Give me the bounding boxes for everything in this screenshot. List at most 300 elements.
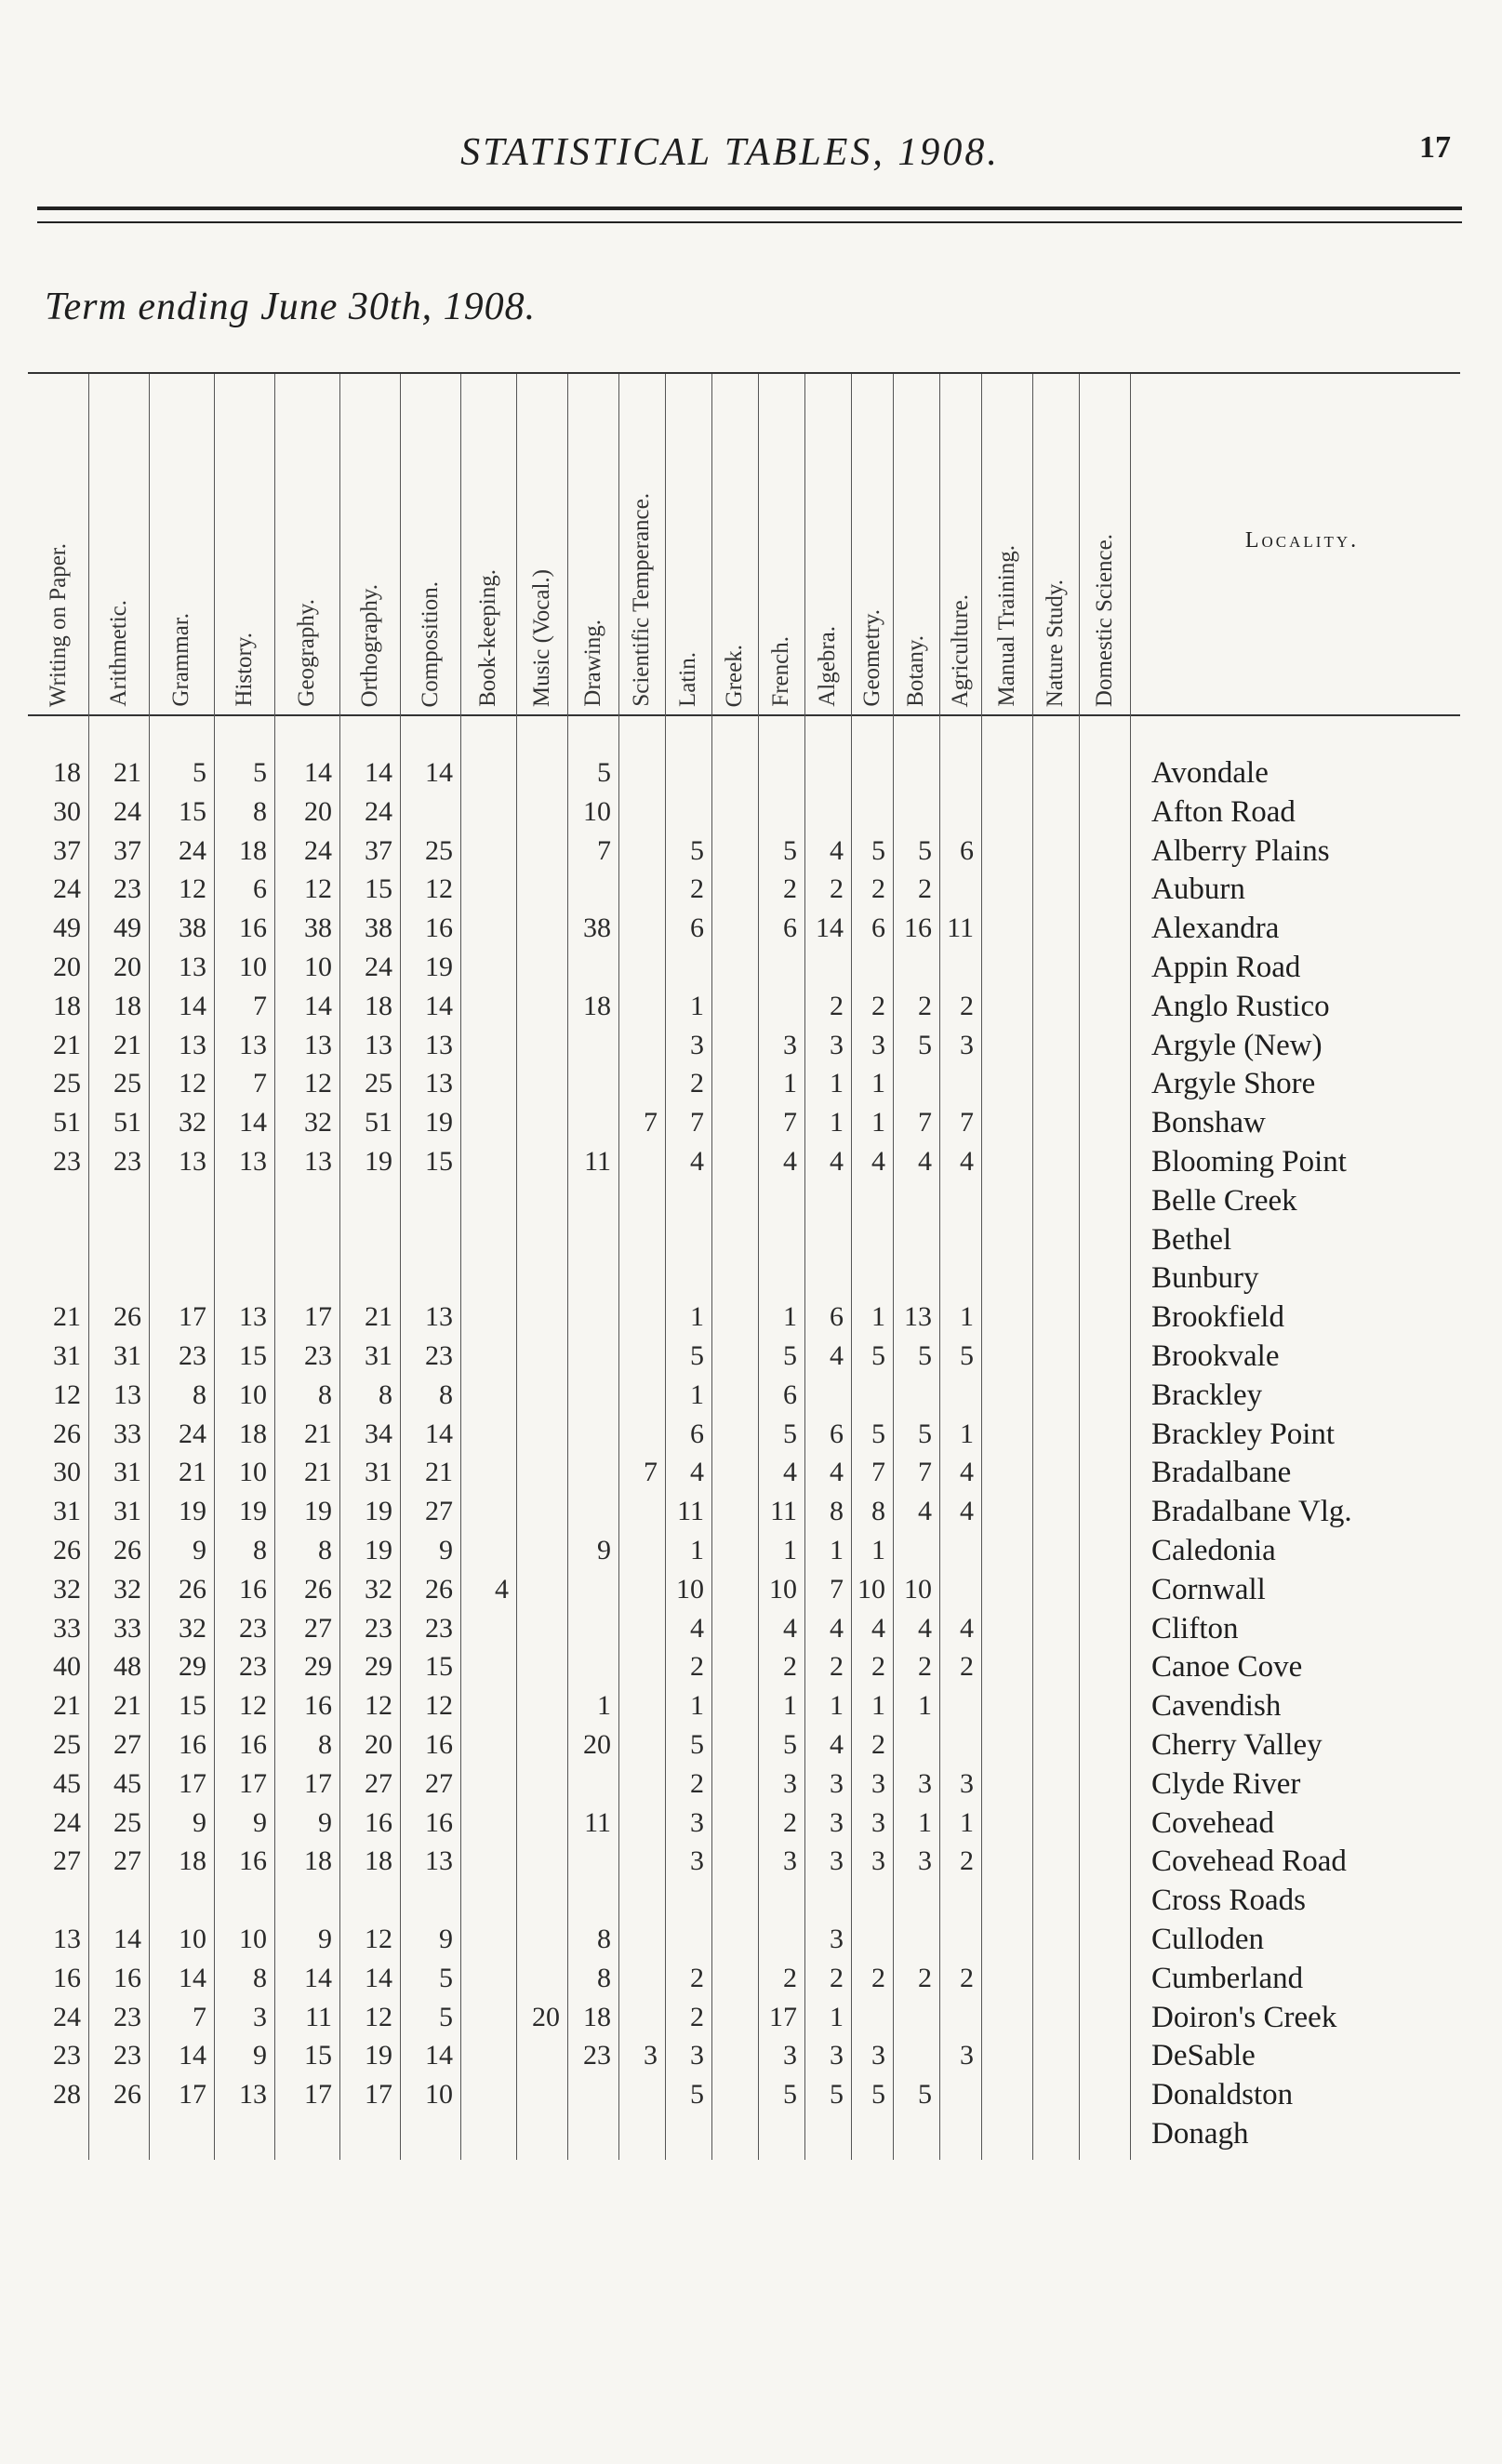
locality-name: Alexandra (1151, 912, 1280, 945)
cell-domestic-science (1079, 909, 1123, 948)
table-row (0, 2075, 1502, 2114)
cell-arithmetic: 14 (113, 1924, 141, 1954)
cell-history (214, 1881, 267, 1920)
cell-book-keeping (460, 1181, 509, 1220)
column-header-label: Latin. (675, 651, 700, 707)
cell-greek (711, 792, 751, 832)
cell-music-vocal (516, 1453, 560, 1492)
cell-nature-study (1032, 1259, 1071, 1298)
cell-domestic-science (1079, 1142, 1123, 1181)
cell-french: 1 (783, 1301, 797, 1332)
cell-geometry: 5 (871, 2079, 885, 2110)
cell-writing-on-paper: 23 (53, 1146, 81, 1177)
cell-botany (893, 948, 932, 987)
cell-agriculture (939, 2114, 974, 2153)
column-header-label: History. (231, 633, 257, 707)
cell-domestic-science (1079, 1959, 1123, 1998)
table-row (0, 870, 1502, 909)
cell-history: 13 (239, 2079, 267, 2110)
cell-composition: 23 (425, 1613, 453, 1644)
table-row (0, 753, 1502, 792)
cell-arithmetic (88, 1181, 141, 1220)
cell-book-keeping (460, 2114, 509, 2153)
cell-geography: 20 (304, 796, 332, 827)
cell-manual-training (981, 2114, 1025, 2153)
locality-name: Clifton (1151, 1612, 1239, 1645)
cell-arithmetic (88, 2114, 141, 2153)
cell-music-vocal (516, 1142, 560, 1181)
cell-music-vocal (516, 1686, 560, 1725)
cell-latin: 2 (690, 1963, 704, 1993)
cell-latin: 1 (690, 991, 704, 1021)
cell-arithmetic: 23 (113, 2002, 141, 2032)
table-row (0, 1337, 1502, 1376)
cell-history: 13 (239, 1301, 267, 1332)
cell-geography: 14 (304, 757, 332, 788)
cell-grammar: 12 (179, 873, 206, 904)
cell-writing-on-paper: 27 (53, 1845, 81, 1876)
table-row (0, 1298, 1502, 1337)
cell-composition: 10 (425, 2079, 453, 2110)
cell-botany (893, 753, 932, 792)
cell-drawing: 5 (597, 757, 611, 788)
cell-arithmetic: 51 (113, 1107, 141, 1138)
cell-history: 23 (239, 1651, 267, 1682)
cell-geography (274, 1220, 332, 1259)
cell-grammar (149, 1220, 206, 1259)
cell-manual-training (981, 1804, 1025, 1843)
cell-french: 2 (783, 1807, 797, 1838)
cell-algebra (804, 1181, 844, 1220)
cell-latin: 2 (690, 2002, 704, 2032)
cell-agriculture: 1 (960, 1418, 974, 1449)
cell-drawing (567, 1181, 611, 1220)
cell-greek (711, 1259, 751, 1298)
locality-name: Caledonia (1151, 1534, 1276, 1567)
cell-book-keeping (460, 1804, 509, 1843)
column-header-manual-training (981, 381, 1032, 707)
locality-name: Cavendish (1151, 1689, 1282, 1723)
cell-algebra: 3 (830, 1807, 844, 1838)
table-row (0, 1686, 1502, 1725)
cell-greek (711, 1998, 751, 2037)
cell-domestic-science (1079, 1647, 1123, 1686)
cell-agriculture: 6 (960, 835, 974, 866)
cell-orthography (339, 1881, 392, 1920)
cell-arithmetic: 25 (113, 1068, 141, 1099)
cell-manual-training (981, 792, 1025, 832)
cell-geometry (851, 1181, 885, 1220)
cell-domestic-science (1079, 948, 1123, 987)
cell-greek (711, 1725, 751, 1765)
locality-name: Bethel (1151, 1223, 1232, 1257)
cell-drawing (567, 1492, 611, 1531)
cell-composition: 12 (425, 1690, 453, 1721)
cell-writing-on-paper: 51 (53, 1107, 81, 1138)
cell-greek (711, 1453, 751, 1492)
cell-history: 10 (239, 1924, 267, 1954)
cell-domestic-science (1079, 870, 1123, 909)
cell-history: 15 (239, 1340, 267, 1371)
cell-geography: 24 (304, 835, 332, 866)
cell-scientific-temperance (618, 1804, 658, 1843)
cell-composition: 15 (425, 1146, 453, 1177)
cell-greek (711, 1298, 751, 1337)
cell-orthography: 31 (365, 1340, 392, 1371)
cell-manual-training (981, 1725, 1025, 1765)
cell-writing-on-paper: 26 (53, 1535, 81, 1565)
cell-agriculture: 2 (960, 1845, 974, 1876)
cell-domestic-science (1079, 1881, 1123, 1920)
cell-drawing: 38 (583, 912, 611, 943)
cell-manual-training (981, 2075, 1025, 2114)
cell-book-keeping (460, 1298, 509, 1337)
column-header-label: Manual Training. (993, 545, 1019, 707)
cell-history: 9 (253, 2040, 267, 2071)
column-header-label: Algebra. (815, 626, 840, 707)
cell-writing-on-paper: 31 (53, 1496, 81, 1526)
cell-latin (665, 792, 704, 832)
table-row (0, 1842, 1502, 1881)
locality-name: Bradalbane Vlg. (1151, 1495, 1352, 1528)
cell-book-keeping (460, 870, 509, 909)
cell-agriculture (939, 1376, 974, 1415)
cell-grammar: 21 (179, 1457, 206, 1487)
cell-manual-training (981, 1842, 1025, 1881)
cell-latin: 7 (690, 1107, 704, 1138)
cell-geography: 26 (304, 1574, 332, 1605)
cell-geometry: 10 (857, 1574, 885, 1605)
cell-botany: 5 (918, 2079, 932, 2110)
table-row (0, 2036, 1502, 2075)
cell-history: 17 (239, 1768, 267, 1799)
column-header-french (758, 381, 804, 707)
cell-algebra: 6 (830, 1418, 844, 1449)
cell-greek (711, 1337, 751, 1376)
cell-geometry: 4 (871, 1146, 885, 1177)
cell-domestic-science (1079, 1376, 1123, 1415)
cell-composition: 16 (425, 1807, 453, 1838)
table-row (0, 1609, 1502, 1648)
cell-domestic-science (1079, 2075, 1123, 2114)
cell-agriculture: 3 (960, 1030, 974, 1060)
cell-arithmetic: 16 (113, 1963, 141, 1993)
cell-history (214, 2114, 267, 2153)
cell-latin (665, 1220, 704, 1259)
cell-nature-study (1032, 792, 1071, 832)
cell-writing-on-paper: 21 (53, 1301, 81, 1332)
cell-algebra: 2 (830, 1651, 844, 1682)
cell-writing-on-paper: 26 (53, 1418, 81, 1449)
cell-french: 3 (783, 2040, 797, 2071)
cell-agriculture (939, 753, 974, 792)
cell-geography: 8 (318, 1729, 332, 1760)
cell-drawing: 23 (583, 2040, 611, 2071)
cell-domestic-science (1079, 1220, 1123, 1259)
cell-book-keeping (460, 832, 509, 871)
cell-manual-training (981, 909, 1025, 948)
cell-latin: 3 (690, 1030, 704, 1060)
cell-french (758, 1181, 797, 1220)
cell-composition: 14 (425, 1418, 453, 1449)
cell-agriculture (939, 1998, 974, 2037)
table-row (0, 987, 1502, 1026)
cell-geometry: 5 (871, 1340, 885, 1371)
cell-history: 6 (253, 873, 267, 904)
cell-botany: 3 (918, 1768, 932, 1799)
locality-name: Brackley (1151, 1379, 1263, 1412)
cell-french: 3 (783, 1845, 797, 1876)
cell-composition: 15 (425, 1651, 453, 1682)
column-header-label: Book-keeping. (475, 569, 500, 707)
locality-name: Doiron's Creek (1151, 2001, 1337, 2034)
table-row (0, 1531, 1502, 1570)
cell-book-keeping (460, 1881, 509, 1920)
cell-scientific-temperance (618, 1259, 658, 1298)
cell-latin: 2 (690, 1651, 704, 1682)
cell-composition: 14 (425, 757, 453, 788)
locality-name: Alberry Plains (1151, 834, 1330, 868)
table-row (0, 1725, 1502, 1765)
cell-greek (711, 1804, 751, 1843)
cell-algebra: 14 (816, 912, 844, 943)
cell-botany (893, 792, 932, 832)
cell-geometry (851, 1998, 885, 2037)
cell-french: 6 (783, 1379, 797, 1410)
cell-composition (400, 792, 453, 832)
cell-geography: 17 (304, 1301, 332, 1332)
cell-grammar: 17 (179, 2079, 206, 2110)
cell-writing-on-paper: 18 (53, 757, 81, 788)
cell-music-vocal (516, 1959, 560, 1998)
cell-greek (711, 1959, 751, 1998)
cell-french (758, 1259, 797, 1298)
cell-composition (400, 1881, 453, 1920)
cell-domestic-science (1079, 1453, 1123, 1492)
cell-orthography: 20 (365, 1729, 392, 1760)
cell-grammar: 23 (179, 1340, 206, 1371)
cell-writing-on-paper: 24 (53, 873, 81, 904)
cell-music-vocal (516, 1492, 560, 1531)
cell-arithmetic: 45 (113, 1768, 141, 1799)
cell-latin: 1 (690, 1301, 704, 1332)
column-header-label: Agriculture. (947, 593, 973, 707)
cell-algebra: 4 (830, 835, 844, 866)
cell-agriculture (939, 1531, 974, 1570)
cell-algebra: 3 (830, 1768, 844, 1799)
cell-domestic-science (1079, 1337, 1123, 1376)
locality-name: Blooming Point (1151, 1145, 1347, 1179)
cell-scientific-temperance (618, 1298, 658, 1337)
cell-geography: 8 (318, 1535, 332, 1565)
cell-scientific-temperance (618, 753, 658, 792)
cell-history: 18 (239, 835, 267, 866)
cell-history: 16 (239, 1845, 267, 1876)
cell-nature-study (1032, 1181, 1071, 1220)
cell-geography: 9 (318, 1924, 332, 1954)
locality-column-header: Locality. (1244, 528, 1360, 553)
cell-manual-training (981, 1415, 1025, 1454)
cell-latin (665, 1259, 704, 1298)
cell-geometry (851, 1376, 885, 1415)
cell-french (758, 948, 797, 987)
cell-drawing (567, 1881, 611, 1920)
cell-history: 8 (253, 1963, 267, 1993)
cell-botany (893, 1998, 932, 2037)
cell-french: 4 (783, 1613, 797, 1644)
table-row (0, 1259, 1502, 1298)
cell-scientific-temperance (618, 832, 658, 871)
cell-latin (665, 2114, 704, 2153)
cell-geometry: 5 (871, 835, 885, 866)
cell-french (758, 987, 797, 1026)
cell-arithmetic: 26 (113, 2079, 141, 2110)
cell-drawing (567, 1842, 611, 1881)
cell-grammar: 17 (179, 1301, 206, 1332)
cell-book-keeping (460, 1259, 509, 1298)
cell-grammar: 9 (193, 1535, 206, 1565)
cell-french: 4 (783, 1457, 797, 1487)
cell-geography: 8 (318, 1379, 332, 1410)
cell-latin: 4 (690, 1146, 704, 1177)
column-header-label: Arithmetic. (105, 600, 131, 707)
cell-algebra: 4 (830, 1340, 844, 1371)
cell-drawing: 8 (597, 1963, 611, 1993)
cell-geography: 21 (304, 1418, 332, 1449)
locality-name: Cornwall (1151, 1573, 1266, 1606)
cell-latin: 3 (690, 1807, 704, 1838)
locality-name: Brackley Point (1151, 1418, 1336, 1451)
cell-botany: 5 (918, 1418, 932, 1449)
cell-music-vocal (516, 1881, 560, 1920)
cell-music-vocal (516, 1415, 560, 1454)
cell-french: 6 (783, 912, 797, 943)
cell-composition: 27 (425, 1768, 453, 1799)
cell-grammar (149, 1181, 206, 1220)
cell-geometry: 6 (871, 912, 885, 943)
cell-nature-study (1032, 2114, 1071, 2153)
column-header-domestic-science (1079, 381, 1130, 707)
cell-composition: 13 (425, 1030, 453, 1060)
cell-orthography: 19 (365, 1496, 392, 1526)
cell-scientific-temperance (618, 1376, 658, 1415)
cell-book-keeping (460, 792, 509, 832)
cell-scientific-temperance (618, 1765, 658, 1804)
cell-domestic-science (1079, 1686, 1123, 1725)
cell-book-keeping (460, 1220, 509, 1259)
cell-grammar: 17 (179, 1768, 206, 1799)
column-header-history (214, 381, 274, 707)
cell-latin: 5 (690, 1729, 704, 1760)
cell-music-vocal (516, 1647, 560, 1686)
locality-name: Brookvale (1151, 1339, 1280, 1373)
column-header-label: Drawing. (579, 619, 605, 707)
cell-book-keeping (460, 2036, 509, 2075)
cell-orthography: 29 (365, 1651, 392, 1682)
cell-arithmetic: 21 (113, 1030, 141, 1060)
cell-writing-on-paper: 21 (53, 1690, 81, 1721)
cell-writing-on-paper: 37 (53, 835, 81, 866)
cell-geometry: 7 (871, 1457, 885, 1487)
cell-scientific-temperance (618, 1725, 658, 1765)
cell-scientific-temperance (618, 2114, 658, 2153)
cell-french: 4 (783, 1146, 797, 1177)
cell-grammar: 13 (179, 952, 206, 982)
page-number: 17 (1419, 130, 1451, 165)
cell-arithmetic: 25 (113, 1807, 141, 1838)
cell-grammar: 15 (179, 1690, 206, 1721)
cell-drawing: 1 (597, 1690, 611, 1721)
cell-botany (893, 1181, 932, 1220)
cell-history: 14 (239, 1107, 267, 1138)
cell-music-vocal (516, 2075, 560, 2114)
cell-history: 12 (239, 1690, 267, 1721)
column-header-scientific-temperance (618, 381, 665, 707)
cell-drawing (567, 1453, 611, 1492)
cell-arithmetic: 33 (113, 1418, 141, 1449)
cell-history: 23 (239, 1613, 267, 1644)
cell-geometry (851, 1881, 885, 1920)
cell-geography: 14 (304, 1963, 332, 1993)
cell-domestic-science (1079, 1725, 1123, 1765)
cell-domestic-science (1079, 753, 1123, 792)
cell-geography (274, 1181, 332, 1220)
cell-botany (893, 1376, 932, 1415)
cell-drawing: 10 (583, 796, 611, 827)
cell-domestic-science (1079, 792, 1123, 832)
cell-algebra (804, 792, 844, 832)
cell-grammar: 14 (179, 2040, 206, 2071)
table-row (0, 832, 1502, 871)
cell-manual-training (981, 1998, 1025, 2037)
cell-botany: 10 (904, 1574, 932, 1605)
cell-arithmetic: 24 (113, 796, 141, 827)
cell-manual-training (981, 2036, 1025, 2075)
cell-music-vocal (516, 1570, 560, 1609)
cell-drawing (567, 1647, 611, 1686)
cell-scientific-temperance (618, 792, 658, 832)
cell-scientific-temperance (618, 1647, 658, 1686)
cell-algebra: 1 (830, 1535, 844, 1565)
cell-domestic-science (1079, 987, 1123, 1026)
cell-music-vocal (516, 1181, 560, 1220)
table-row (0, 1026, 1502, 1065)
cell-arithmetic: 27 (113, 1845, 141, 1876)
cell-agriculture: 2 (960, 1651, 974, 1682)
cell-botany: 2 (918, 873, 932, 904)
cell-latin: 10 (676, 1574, 704, 1605)
table-row (0, 1220, 1502, 1259)
cell-book-keeping (460, 909, 509, 948)
cell-manual-training (981, 948, 1025, 987)
locality-name: Anglo Rustico (1151, 990, 1330, 1023)
cell-agriculture: 1 (960, 1301, 974, 1332)
cell-composition: 12 (425, 873, 453, 904)
cell-history: 10 (239, 952, 267, 982)
locality-name: Covehead Road (1151, 1845, 1347, 1878)
cell-scientific-temperance (618, 1026, 658, 1065)
cell-drawing: 18 (583, 991, 611, 1021)
cell-orthography: 15 (365, 873, 392, 904)
cell-history: 8 (253, 796, 267, 827)
table-row (0, 1959, 1502, 1998)
cell-geometry: 2 (871, 1729, 885, 1760)
cell-composition: 9 (439, 1535, 453, 1565)
locality-name: Argyle Shore (1151, 1067, 1316, 1100)
cell-drawing (567, 1298, 611, 1337)
cell-drawing: 20 (583, 1729, 611, 1760)
column-header-label: Nature Study. (1043, 579, 1068, 707)
